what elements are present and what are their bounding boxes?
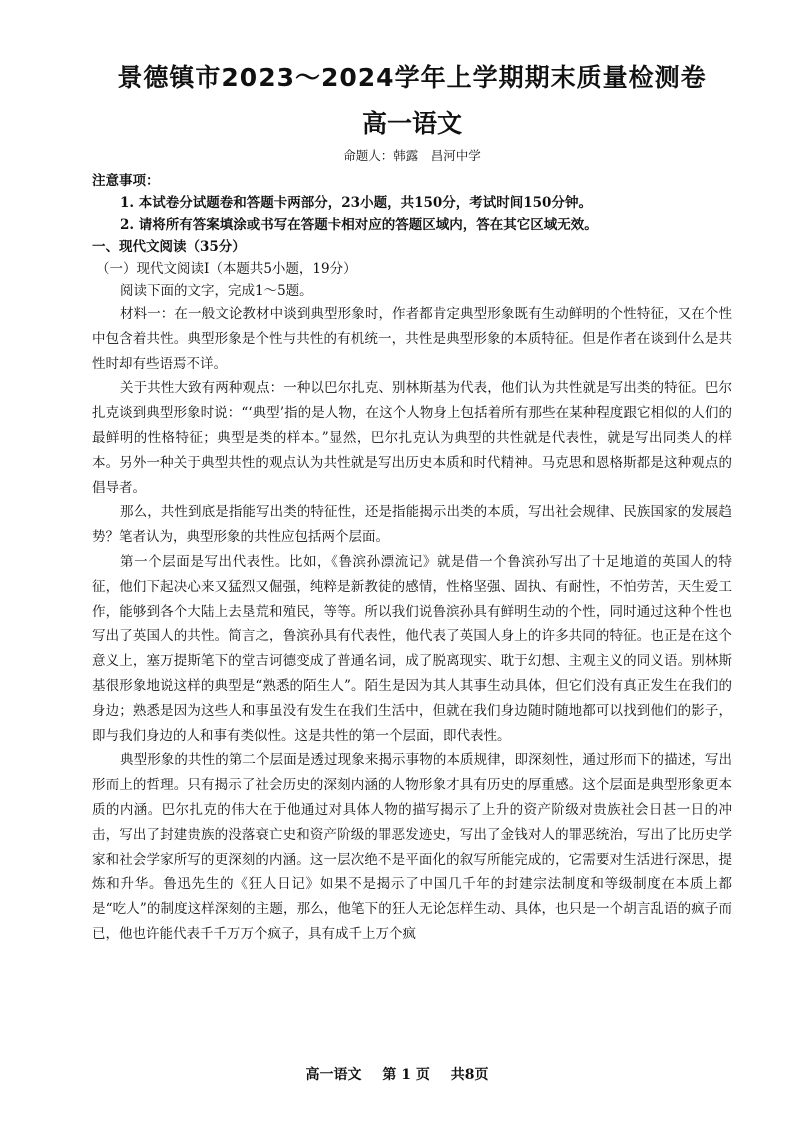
footer-page-number: 第 1 页: [382, 1067, 430, 1083]
passage-paragraph-1: 材料一：在一般文论教材中谈到典型形象时，作者都肯定典型形象既有生动鲜明的个性特征，又在个性中包含着共性。典型形象是个性与共性的有机统一，共性是典型形象的本质特征。但是作者在谈到什么是共性时却有些语焉不详。: [92, 306, 732, 372]
passage-paragraph-3: 那么，共性到底是指能写出类的特征性，还是指能揭示出类的本质，写出社会规律、民族国家的发展趋势？笔者认为，典型形象的共性应包括两个层面。: [92, 504, 732, 546]
footer-subject: 高一语文: [305, 1067, 362, 1083]
passage-paragraph-2: 关于共性大致有两种观点：一种以巴尔扎克、别林斯基为代表，他们认为共性就是写出类的特征。巴尔扎克谈到典型形象时说：“‘典型’指的是人物，在这个人物身上包括着所有那些在某种程度跟它相似的人们的最鲜明的性格特征；典型是类的样本。”显然，巴尔扎克认为典型的共性就是代表性，就是写出同类人的样本。另外一种关于典型共性的观点认为共性就是写出历史本质和时代精神。马克思和恩格斯都是这种观点的倡导者。: [92, 380, 732, 496]
notice-item-2: 2. 请将所有答案填涂或书写在答题卡相对应的答题区域内，答在其它区域无效。: [120, 217, 598, 233]
subsection-heading: （一）现代文阅读Ⅰ（本题共5小题，19分）: [96, 261, 357, 277]
exam-title: 景德镇市2023～2024学年上学期期末质量检测卷: [117, 63, 707, 92]
passage-paragraph-4: 第一个层面是写出代表性。比如，《鲁滨孙漂流记》就是借一个鲁滨孙写出了十足地道的英国人的特征，他们下起决心来又猛烈又倔强，纯粹是新教徒的感情，性格坚强、固执、有耐性，不怕劳苦，天生爱工作，能够到各个大陆上去垦荒和殖民，等等。所以我们说鲁滨孙具有鲜明生动的个性，同时通过这种个性也写出了英国人的共性。简言之，鲁滨孙具有代表性，他代表了英国人身上的许多共同的特征。也正是在这个意义上，塞万提斯笔下的堂吉诃德变成了普通名词，成了脱离现实、耽于幻想、主观主义的同义语。别林斯基很形象地说这样的典型是“熟悉的陌生人”。陌生是因为其人其事生动具体，但它们没有真正发生在我们的身边；熟悉是因为这些人和事虽没有发生在我们生活中，但就在我们身边随时随地都可以找到他们的影子，即与我们身边的人和事有类似性。这是共性的第一个层面，即代表性。: [92, 553, 732, 744]
passage-paragraph-5: 典型形象的共性的第二个层面是透过现象来揭示事物的本质规律，即深刻性，通过形而下的描述，写出形而上的哲理。只有揭示了社会历史的深刻内涵的人物形象才具有历史的厚重感。这个层面是典型形象更本质的内涵。巴尔扎克的伟大在于他通过对具体人物的描写揭示了上升的资产阶级对贵族社会日甚一日的冲击，写出了封建贵族的没落衰亡史和资产阶级的罪恶发迹史，写出了金钱对人的罪恶统治，写出了比历史学家和社会学家所写的更深刻的内涵。这一层次绝不是平面化的叙写所能完成的，它需要对生活进行深思，提炼和升华。鲁迅先生的《狂人日记》如果不是揭示了中国几千年的封建宗法制度和等级制度在本质上都是“吃人”的制度这样深刻的主题，那么，他笔下的狂人无论怎样生动、具体，也只是一个胡言乱语的疯子而已，他也许能代表千千万万个疯子，具有成千上万个疯: [92, 752, 732, 942]
section-heading: 一、现代文阅读（35分）: [92, 239, 246, 255]
notice-item-1: 1. 本试卷分试题卷和答题卡两部分，23小题，共150分，考试时间150分钟。: [120, 195, 592, 211]
exam-subject: 高一语文: [361, 109, 462, 138]
exam-author: 命题人：韩露 昌河中学: [343, 148, 481, 163]
page-footer: [0, 1064, 794, 1084]
notice-heading: 注意事项：: [92, 173, 160, 189]
reading-instruction: 阅读下面的文字，完成1～5题。: [120, 283, 313, 299]
footer-total-pages: 共8页: [450, 1067, 489, 1083]
